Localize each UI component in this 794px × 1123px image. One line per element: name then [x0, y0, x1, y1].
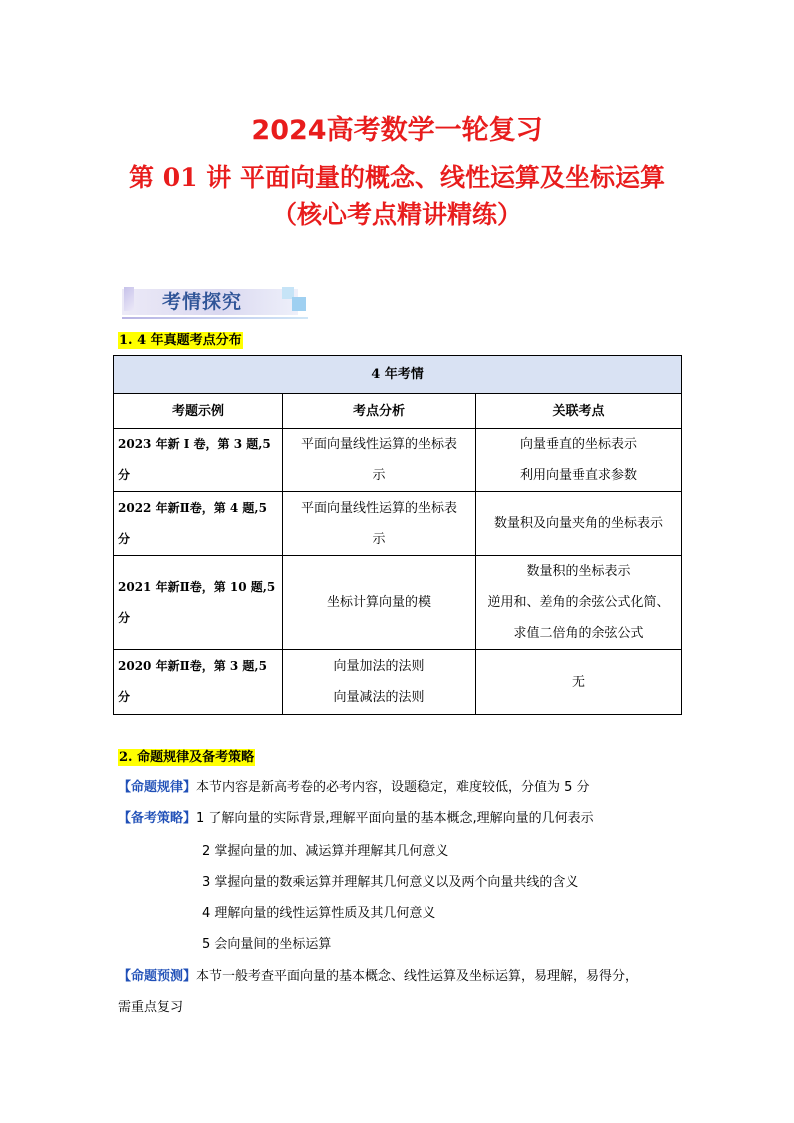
table-row [114, 492, 682, 556]
table-row [114, 650, 682, 715]
cell-example: 2021 年新Ⅱ卷，第 10 题,5 分 [114, 556, 283, 650]
section-banner [122, 285, 310, 319]
strategy-item: 1 了解向量的实际背景,理解平面向量的基本概念,理解向量的几何表示 [196, 811, 594, 826]
exam-distribution-table [113, 355, 682, 715]
section-heading-strategy: 2. 命题规律及备考策略 [119, 750, 255, 765]
strategy-item: 3 掌握向量的数乘运算并理解其几何意义以及两个向量共线的含义 [202, 875, 579, 890]
banner-left-decoration [124, 287, 134, 311]
rule-tag: 【命题规律】 [118, 780, 197, 795]
main-title: 2024高考数学一轮复习 [251, 115, 543, 146]
cell-related: 数量积的坐标表示 逆用和、差角的余弦公式化简、 求值二倍角的余弦公式 [476, 556, 682, 650]
rule-paragraph [118, 778, 590, 798]
cell-related: 无 [476, 650, 682, 715]
strategy-item: 2 掌握向量的加、减运算并理解其几何意义 [202, 844, 449, 859]
title-block [0, 112, 794, 232]
strategy-tag: 【备考策略】 [118, 811, 197, 826]
lecture-subtitle: （核心考点精讲精练） [271, 200, 522, 229]
strategy-paragraph [118, 809, 594, 829]
column-header-analysis: 考点分析 [283, 394, 476, 429]
cell-analysis: 向量加法的法则 向量减法的法则 [283, 650, 476, 715]
cell-analysis: 平面向量线性运算的坐标表 示 [283, 429, 476, 492]
forecast-text-continued: 需重点复习 [118, 1000, 184, 1015]
cell-analysis: 平面向量线性运算的坐标表 示 [283, 492, 476, 556]
cell-related: 数量积及向量夹角的坐标表示 [476, 492, 682, 556]
rule-text: 本节内容是新高考卷的必考内容，设题稳定，难度较低，分值为 5 分 [196, 780, 590, 795]
column-header-example: 考题示例 [114, 394, 283, 429]
forecast-tag: 【命题预测】 [118, 969, 197, 984]
forecast-paragraph [118, 967, 638, 987]
banner-underline [122, 317, 308, 319]
lecture-title: 第 01 讲 平面向量的概念、线性运算及坐标运算 [129, 163, 665, 192]
cell-related: 向量垂直的坐标表示 利用向量垂直求参数 [476, 429, 682, 492]
cell-analysis: 坐标计算向量的模 [283, 556, 476, 650]
table-row [114, 556, 682, 650]
strategy-item: 4 理解向量的线性运算性质及其几何意义 [202, 906, 436, 921]
cell-example: 2022 年新Ⅱ卷，第 4 题,5 分 [114, 492, 283, 556]
forecast-text: 本节一般考查平面向量的基本概念、线性运算及坐标运算，易理解，易得分， [196, 969, 639, 984]
section-heading-exam-distribution: 1. 4 年真题考点分布 [119, 333, 242, 348]
cell-example: 2020 年新Ⅱ卷，第 3 题,5 分 [114, 650, 283, 715]
table-row [114, 429, 682, 492]
cell-example: 2023 年新 I 卷，第 3 题,5 分 [114, 429, 283, 492]
table-header-row [114, 394, 682, 429]
column-header-related: 关联考点 [476, 394, 682, 429]
banner-label: 考情探究 [162, 291, 243, 313]
strategy-item: 5 会向量间的坐标运算 [202, 937, 332, 952]
table-title: 4 年考情 [114, 356, 682, 394]
banner-right-decoration [282, 285, 308, 315]
